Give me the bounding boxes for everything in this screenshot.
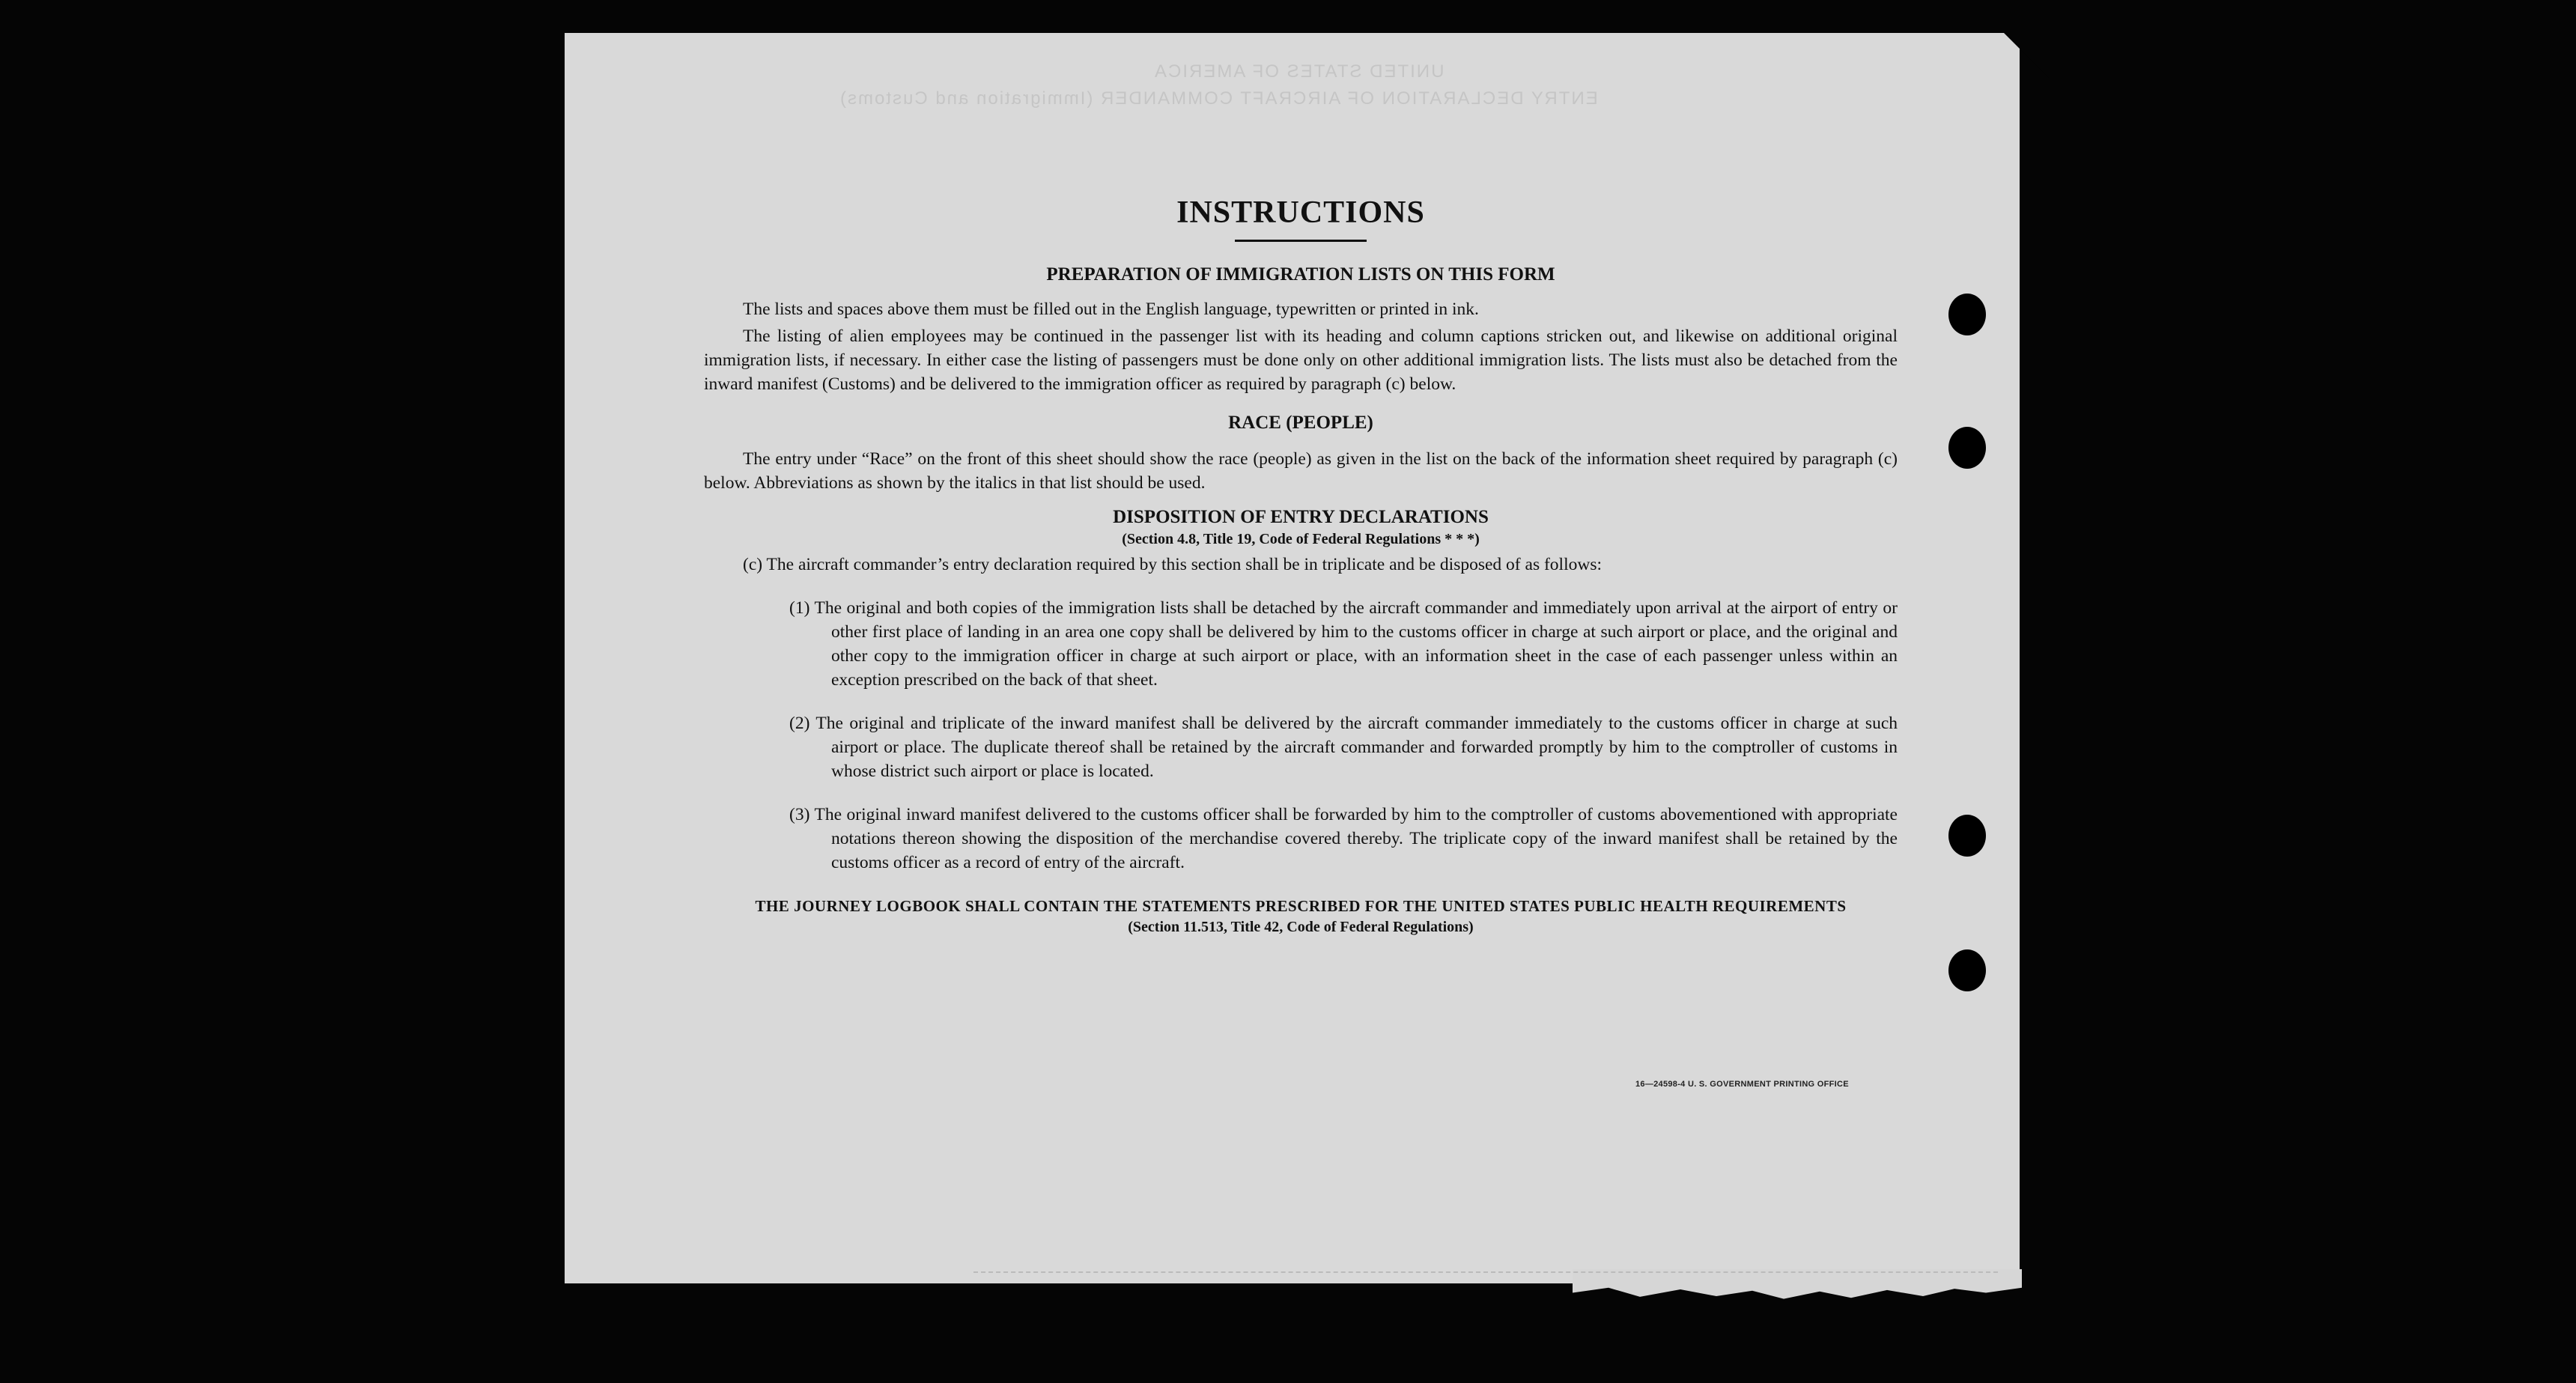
bleed-through-text: ENTRY DECLARATION OF AIRCRAFT COMMANDER (Immigration and Customs) <box>839 88 1598 109</box>
clipped-corner <box>2004 33 2049 78</box>
punch-hole <box>1948 294 1986 335</box>
list-item: (3) The original inward manifest delivered to the customs officer shall be forwarded by him to the comptroller of customs abovementioned with appropriate notations thereon showing the disposition of the merchandise covered thereby. The triplicate copy of the inward manifest shall be retained by the customs officer as a record of entry of the aircraft. <box>789 805 1898 872</box>
torn-edge <box>1573 1269 2022 1303</box>
title-rule <box>1235 240 1367 242</box>
paragraph: The entry under “Race” on the front of this sheet should show the race (people) as given in the list on the back of the information sheet required by paragraph (c) below. Abbreviations as shown by the italics in that list should be used. <box>704 449 1898 493</box>
paragraph: The lists and spaces above them must be filled out in the English language, typewritten or printed in ink. <box>743 300 1479 319</box>
instructions-content <box>704 195 1898 936</box>
paragraph: (c) The aircraft commander’s entry declaration required by this section shall be in triplicate and be disposed of as follows: <box>743 555 1602 574</box>
punch-hole <box>1948 427 1986 469</box>
list-item: (2) The original and triplicate of the inward manifest shall be delivered by the aircraft commander immediately to the customs officer in charge at such airport or place. The duplicate thereof shall be retained by the aircraft commander and forwarded promptly by him to the comptroller of customs in whose district such airport or place is located. <box>789 714 1898 781</box>
page-title: INSTRUCTIONS <box>1176 195 1425 230</box>
perforation-line <box>973 1271 1998 1273</box>
footer-statement: THE JOURNEY LOGBOOK SHALL CONTAIN THE STATEMENTS PRESCRIBED FOR THE UNITED STATES PUBLIC HEALTH REQUIREMENTS <box>755 897 1847 915</box>
section-heading: DISPOSITION OF ENTRY DECLARATIONS <box>1113 507 1489 527</box>
list-item: (1) The original and both copies of the immigration lists shall be detached by the aircraft commander and immediately upon arrival at the airport of entry or other first place of landing in an area one copy shall be delivered by him to the customs officer in charge at such airport or place, and the original and other copy to the immigration officer in charge at such airport or place, with an information sheet in the case of each passenger unless within an exception prescribed on the back of that sheet. <box>789 598 1898 690</box>
punch-hole <box>1948 815 1986 857</box>
section-subheading: (Section 4.8, Title 19, Code of Federal Regulations * * *) <box>1122 531 1480 547</box>
punch-hole <box>1948 949 1986 991</box>
section-heading: RACE (PEOPLE) <box>1228 413 1373 433</box>
section-heading: PREPARATION OF IMMIGRATION LISTS ON THIS FORM <box>1046 264 1555 285</box>
footer-citation: (Section 11.513, Title 42, Code of Federal Regulations) <box>1128 919 1474 935</box>
paragraph: The listing of alien employees may be continued in the passenger list with its heading and column captions stricken out, and likewise on additional original immigration lists, if necessary. In either case the listing of passengers must be done only on other additional immigration lists. The lists must also be detached from the inward manifest (Customs) and be delivered to the immigration officer as required by paragraph (c) below. <box>704 326 1898 394</box>
bleed-through-text: UNITED STATES OF AMERICA <box>1153 61 1445 82</box>
printer-imprint: 16—24598-4 U. S. GOVERNMENT PRINTING OFFICE <box>1635 1080 1849 1089</box>
